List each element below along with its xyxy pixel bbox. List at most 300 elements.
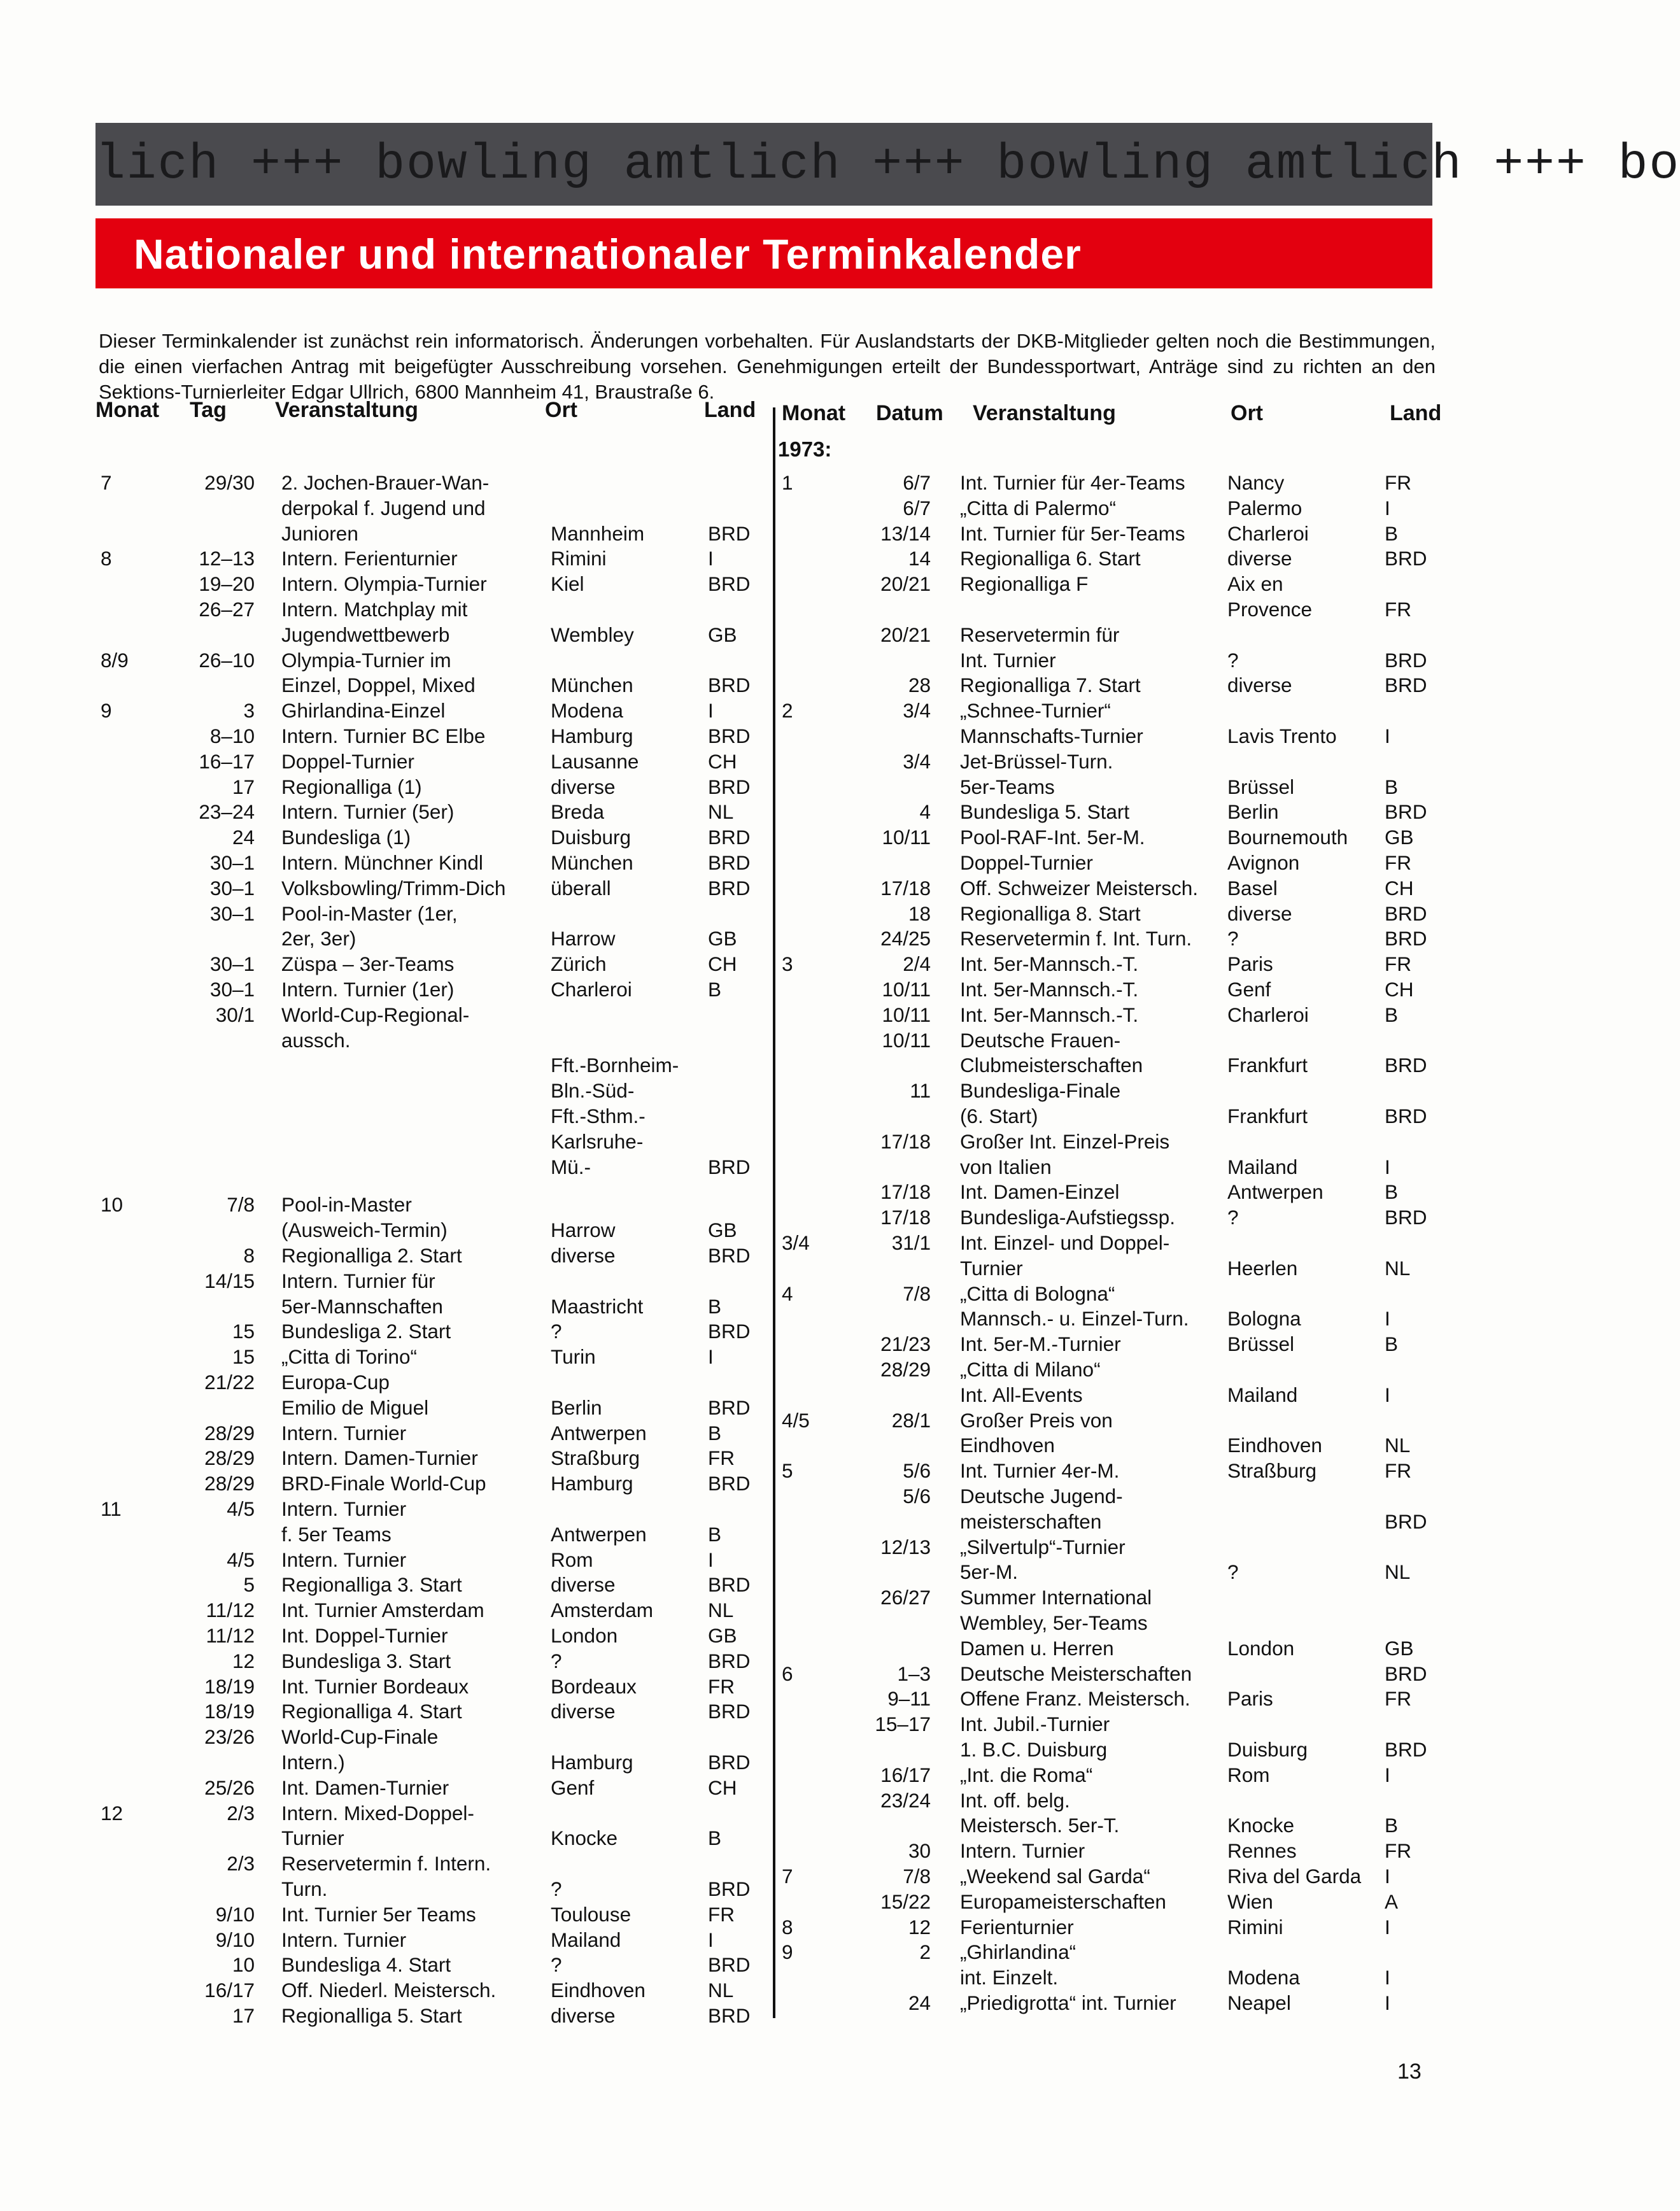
right-event-cell: von Italien [960,1155,1052,1178]
right-ort-cell: ? [1227,927,1239,950]
right-land-cell: NL [1385,1560,1411,1584]
left-event-cell: Intern.) [281,1750,345,1774]
left-land-cell: B [708,1294,722,1318]
right-event-cell: Ferienturnier [960,1915,1074,1939]
left-header-veranstaltung: Veranstaltung [275,398,418,422]
left-ort-cell: Hamburg [551,724,633,747]
left-tag-cell: 23/26 [204,1725,255,1749]
left-tag-cell: 26–10 [199,648,255,672]
right-event-cell: Int. Turnier für 4er-Teams [960,471,1185,494]
right-event-cell: 5er-M. [960,1560,1019,1584]
left-land-cell: B [708,1826,722,1850]
left-land-cell: I [708,547,714,570]
left-tag-cell: 3 [243,699,255,723]
left-tag-cell: 25/26 [204,1776,255,1799]
left-event-cell: Pool-in-Master (1er, [281,901,458,925]
right-ort-cell: Brüssel [1227,775,1295,798]
left-event-cell: Reservetermin f. Intern. [281,1852,491,1875]
left-land-cell: GB [708,1219,737,1242]
left-land-cell: FR [708,1902,735,1926]
left-ort-cell: Mü.- [551,1155,591,1178]
right-tag-cell: 12/13 [880,1535,931,1558]
left-tag-cell: 11/12 [206,1599,255,1622]
right-event-cell: meisterschaften [960,1509,1102,1533]
left-tag-cell: 30–1 [209,901,255,925]
left-ort-cell: München [551,851,633,874]
left-tag-cell: 12 [232,1649,255,1672]
right-ort-cell: Neapel [1227,1991,1291,2014]
right-ort-cell: Basel [1227,876,1278,900]
right-land-cell: B [1385,1003,1399,1026]
left-tag-cell: 16–17 [199,749,255,773]
left-ort-cell: Antwerpen [551,1421,647,1445]
left-ort-cell: ? [551,1877,562,1900]
left-event-cell: Züspa – 3er-Teams [281,952,455,976]
left-ort-cell: Charleroi [551,978,632,1001]
left-land-cell: B [708,978,722,1001]
right-event-cell: Deutsche Meisterschaften [960,1662,1192,1685]
left-event-cell: Turn. [281,1877,328,1900]
left-land-cell: I [708,1928,714,1951]
left-ort-cell: Rom [551,1548,593,1571]
right-event-cell: Eindhoven [960,1434,1055,1457]
left-event-cell: 5er-Mannschaften [281,1294,443,1318]
left-ort-cell: Antwerpen [551,1522,647,1546]
right-land-cell: GB [1385,1636,1414,1660]
right-event-cell: Deutsche Jugend- [960,1485,1123,1508]
right-event-cell: 5er-Teams [960,775,1055,798]
left-land-cell: BRD [708,1573,751,1597]
right-event-cell: „Priedigrotta“ int. Turnier [960,1991,1176,2014]
right-event-cell: Wembley, 5er-Teams [960,1611,1148,1634]
right-land-cell: BRD [1385,800,1427,824]
right-tag-cell: 17/18 [880,1129,931,1153]
left-land-cell: BRD [708,674,751,697]
year-label: 1973: [778,437,832,461]
right-tag-cell: 10/11 [882,826,931,849]
right-event-cell: 1. B.C. Duisburg [960,1738,1108,1761]
left-land-cell: BRD [708,1953,751,1977]
left-event-cell: Intern. Matchplay mit [281,598,468,621]
left-land-cell: BRD [708,521,751,545]
left-land-cell: BRD [708,1320,751,1343]
right-event-cell: (6. Start) [960,1105,1038,1127]
right-land-cell: BRD [1385,901,1427,925]
left-event-cell: Emilio de Miguel [281,1395,429,1419]
left-tag-cell: 18/19 [204,1700,255,1723]
left-monat-cell: 10 [101,1193,124,1217]
right-event-cell: Bundesliga-Aufstiegssp. [960,1206,1175,1229]
right-land-cell: B [1385,775,1399,798]
left-event-cell: Ghirlandina-Einzel [281,699,446,723]
right-event-cell: Int. Damen-Einzel [960,1180,1120,1204]
left-event-cell: Intern. Turnier (1er) [281,978,455,1001]
right-tag-cell: 2 [919,1940,931,1964]
right-tag-cell: 28/29 [880,1358,931,1381]
left-ort-cell: überall [551,876,611,900]
right-ort-cell: Straßburg [1227,1459,1317,1483]
left-land-cell: BRD [708,1243,751,1267]
right-land-cell: B [1385,1332,1399,1356]
left-tag-cell: 24 [232,826,255,849]
left-ort-cell: Kiel [551,572,584,596]
left-monat-cell: 7 [101,471,112,494]
right-ort-cell: Modena [1227,1966,1300,1989]
right-land-cell: CH [1385,978,1414,1001]
right-tag-cell: 18 [908,901,931,925]
left-tag-cell: 2/3 [227,1801,255,1825]
left-ort-cell: Eindhoven [551,1979,646,2002]
left-ort-cell: diverse [551,2003,616,2027]
right-ort-cell: Charleroi [1227,1003,1309,1026]
left-tag-cell: 17 [232,775,255,798]
intro-paragraph: Dieser Terminkalender ist zunächst rein informatorisch. Änderungen vorbehalten. Für Auslandstarts der DKB-Mitglieder gelten noch die Bestimmungen, die einen vierfachen Antrag mit beigefügter Ausschreibung vorsehen. Genehmigungen erteilt der Bundessportwart, Anträge sind zu richten an den Sektions-Turnierleiter Edgar Ullrich, 6800 Mannheim 41, Braustraße 6. [99,330,1436,403]
left-land-cell: BRD [708,826,751,849]
right-land-cell: I [1385,1763,1390,1786]
right-land-cell: I [1385,1307,1390,1331]
left-ort-cell: Toulouse [551,1902,632,1926]
left-event-cell: World-Cup-Finale [281,1725,439,1749]
left-ort-cell: Rimini [551,547,607,570]
left-event-cell: Einzel, Doppel, Mixed [281,674,476,697]
right-tag-cell: 21/23 [880,1332,931,1356]
right-ort-cell: Knocke [1227,1814,1295,1837]
left-tag-cell: 23–24 [199,800,255,824]
left-tag-cell: 9/10 [215,1928,255,1951]
right-tag-cell: 15/22 [880,1890,931,1913]
left-event-cell: Intern. Olympia-Turnier [281,572,487,596]
right-ort-cell: ? [1227,1206,1239,1229]
right-land-cell: BRD [1385,1509,1427,1533]
right-event-cell: Jet-Brüssel-Turn. [960,749,1113,773]
left-land-cell: BRD [708,724,751,747]
right-tag-cell: 3/4 [903,699,931,723]
left-ort-cell: Mannheim [551,521,645,545]
left-land-cell: BRD [708,2003,751,2027]
right-ort-cell: Paris [1227,952,1273,976]
left-monat-cell: 12 [101,1801,124,1825]
left-land-cell: NL [708,1599,734,1622]
right-land-cell: FR [1385,1839,1411,1863]
right-tag-cell: 10/11 [882,978,931,1001]
left-ort-cell: Duisburg [551,826,632,849]
right-tag-cell: 7/8 [903,1282,931,1305]
right-tag-cell: 31/1 [891,1231,931,1254]
left-event-cell: Doppel-Turnier [281,749,414,773]
left-tag-cell: 21/22 [204,1370,255,1394]
left-event-cell: Int. Damen-Turnier [281,1776,449,1799]
left-ort-cell: ? [551,1953,562,1977]
left-land-cell: NL [708,800,734,824]
right-event-cell: Clubmeisterschaften [960,1054,1143,1077]
left-land-cell: B [708,1421,722,1445]
left-land-cell: CH [708,952,737,976]
left-monat-cell: 8 [101,547,112,570]
right-monat-cell: 3/4 [782,1231,810,1254]
right-monat-cell: 9 [782,1940,793,1964]
left-ort-cell: Genf [551,1776,595,1799]
left-land-cell: GB [708,1623,737,1647]
left-header-land: Land [704,398,756,422]
right-tag-cell: 24 [908,1991,931,2014]
left-tag-cell: 2/3 [227,1852,255,1875]
right-land-cell: I [1385,1383,1390,1406]
right-land-cell: NL [1385,1256,1411,1280]
left-tag-cell: 19–20 [199,572,255,596]
page-number: 13 [1397,2059,1422,2084]
left-event-cell: (Ausweich-Termin) [281,1219,448,1242]
left-land-cell: I [708,1345,714,1369]
left-tag-cell: 11/12 [206,1623,255,1647]
left-event-cell: Jugendwettbewerb [281,623,450,646]
left-ort-cell: Wembley [551,623,634,646]
right-event-cell: Int. off. belg. [960,1788,1070,1812]
left-tag-cell: 28/29 [204,1446,255,1470]
left-event-cell: aussch. [281,1028,351,1052]
right-land-cell: FR [1385,1687,1411,1711]
right-ort-cell: Lavis Trento [1227,724,1337,747]
right-land-cell: I [1385,1991,1390,2014]
right-event-cell: Int. 5er-Mannsch.-T. [960,1003,1139,1026]
left-tag-cell: 8 [243,1243,255,1267]
left-tag-cell: 15 [232,1345,255,1369]
right-monat-cell: 6 [782,1662,793,1685]
column-divider [773,407,775,2018]
left-land-cell: I [708,699,714,723]
left-ort-cell: Amsterdam [551,1599,654,1622]
left-tag-cell: 4/5 [227,1548,255,1571]
left-event-cell: Intern. Turnier [281,1928,407,1951]
right-event-cell: Int. 5er-Mannsch.-T. [960,978,1139,1001]
right-ort-cell: Provence [1227,598,1313,621]
right-event-cell: Regionalliga 6. Start [960,547,1141,570]
right-event-cell: Europameisterschaften [960,1890,1166,1913]
page-title: Nationaler und internationaler Terminkalender [134,230,1082,278]
left-ort-cell: Harrow [551,927,616,950]
right-tag-cell: 10/11 [882,1003,931,1026]
title-banner [95,218,1432,288]
right-ort-cell: Frankfurt [1227,1105,1308,1127]
left-event-cell: f. 5er Teams [281,1522,392,1546]
right-tag-cell: 15–17 [875,1713,931,1736]
right-event-cell: Deutsche Frauen- [960,1028,1121,1052]
right-ort-cell: Berlin [1227,800,1279,824]
left-event-cell: Olympia-Turnier im [281,648,451,672]
right-land-cell: B [1385,1814,1399,1837]
right-tag-cell: 20/21 [880,572,931,596]
right-event-cell: „Int. die Roma“ [960,1763,1093,1786]
left-land-cell: BRD [708,775,751,798]
right-ort-cell: Frankfurt [1227,1054,1308,1077]
left-event-cell: Int. Doppel-Turnier [281,1623,448,1647]
right-ort-cell: Nancy [1227,471,1285,494]
left-ort-cell: Fft.-Bornheim- [551,1054,679,1077]
left-event-cell: Intern. Turnier BC Elbe [281,724,486,747]
left-tag-cell: 12–13 [199,547,255,570]
left-event-cell: BRD-Finale World-Cup [281,1472,486,1495]
left-ort-cell: Karlsruhe- [551,1129,644,1153]
left-event-cell: „Citta di Torino“ [281,1345,417,1369]
right-ort-cell: Charleroi [1227,521,1309,545]
left-event-cell: Int. Turnier Bordeaux [281,1674,469,1698]
left-tag-cell: 18/19 [204,1674,255,1698]
right-monat-cell: 7 [782,1865,793,1888]
left-header-tag: Tag [190,398,227,422]
right-land-cell: B [1385,1180,1399,1204]
right-land-cell: BRD [1385,1662,1427,1685]
right-tag-cell: 5/6 [903,1485,931,1508]
right-tag-cell: 10/11 [882,1028,931,1052]
right-tag-cell: 6/7 [903,496,931,519]
left-ort-cell: diverse [551,775,616,798]
left-ort-cell: London [551,1623,618,1647]
left-tag-cell: 28/29 [204,1421,255,1445]
right-event-cell: „Ghirlandina“ [960,1940,1076,1964]
right-land-cell: GB [1385,826,1414,849]
left-ort-cell: Harrow [551,1219,616,1242]
right-tag-cell: 28/1 [891,1408,931,1432]
right-ort-cell: Rimini [1227,1915,1283,1939]
left-event-cell: Regionalliga (1) [281,775,422,798]
left-ort-cell: Modena [551,699,623,723]
right-tag-cell: 30 [908,1839,931,1863]
left-monat-cell: 8/9 [101,648,129,672]
left-event-cell: Bundesliga 2. Start [281,1320,451,1343]
right-event-cell: Pool-RAF-Int. 5er-M. [960,826,1145,849]
right-ort-cell: Bournemouth [1227,826,1348,849]
left-tag-cell: 10 [232,1953,255,1977]
right-ort-cell: diverse [1227,674,1292,697]
left-tag-cell: 9/10 [215,1902,255,1926]
right-event-cell: Meistersch. 5er-T. [960,1814,1120,1837]
right-event-cell: Off. Schweizer Meistersch. [960,876,1199,900]
right-event-cell: Intern. Turnier [960,1839,1085,1863]
left-tag-cell: 14/15 [204,1269,255,1292]
left-event-cell: Pool-in-Master [281,1193,412,1217]
right-event-cell: int. Einzelt. [960,1966,1059,1989]
right-land-cell: A [1385,1890,1399,1913]
right-ort-cell: Paris [1227,1687,1273,1711]
right-tag-cell: 14 [908,547,931,570]
right-land-cell: BRD [1385,1105,1427,1127]
right-ort-cell: Avignon [1227,851,1300,874]
left-tag-cell: 16/17 [204,1979,255,2002]
left-tag-cell: 15 [232,1320,255,1343]
right-event-cell: Regionalliga 7. Start [960,674,1141,697]
left-land-cell: BRD [708,1395,751,1419]
left-ort-cell: ? [551,1649,562,1672]
left-land-cell: BRD [708,572,751,596]
right-tag-cell: 3/4 [903,749,931,773]
left-land-cell: I [708,1548,714,1571]
right-tag-cell: 7/8 [903,1865,931,1888]
right-header-monat: Monat [782,401,846,425]
right-header-datum: Datum [876,401,943,425]
left-ort-cell: Maastricht [551,1294,644,1318]
right-event-cell: „Citta di Palermo“ [960,496,1117,519]
left-tag-cell: 7/8 [227,1193,255,1217]
left-monat-cell: 11 [101,1497,122,1520]
left-land-cell: BRD [708,851,751,874]
right-event-cell: Turnier [960,1256,1023,1280]
right-land-cell: BRD [1385,1206,1427,1229]
left-land-cell: BRD [708,1700,751,1723]
left-event-cell: Volksbowling/Trimm-Dich [281,876,506,900]
right-ort-cell: Heerlen [1227,1256,1298,1280]
left-tag-cell: 30–1 [209,978,255,1001]
left-event-cell: Intern. Münchner Kindl [281,851,483,874]
right-tag-cell: 1–3 [897,1662,931,1685]
left-tag-cell: 30–1 [209,851,255,874]
left-land-cell: BRD [708,1649,751,1672]
left-land-cell: B [708,1522,722,1546]
right-tag-cell: 17/18 [880,1180,931,1204]
right-ort-cell: Wien [1227,1890,1273,1913]
left-event-cell: Intern. Damen-Turnier [281,1446,478,1470]
left-land-cell: FR [708,1446,735,1470]
right-land-cell: BRD [1385,1738,1427,1761]
left-event-cell: Bundesliga 3. Start [281,1649,451,1672]
right-event-cell: Großer Preis von [960,1408,1113,1432]
ticker-banner [95,123,1680,206]
right-event-cell: Int. Turnier [960,648,1056,672]
right-event-cell: Int. Einzel- und Doppel- [960,1231,1170,1254]
left-tag-cell: 29/30 [204,471,255,494]
right-event-cell: Bundesliga-Finale [960,1079,1121,1103]
left-event-cell: Intern. Turnier [281,1497,407,1520]
left-land-cell: GB [708,623,737,646]
right-monat-cell: 4/5 [782,1408,810,1432]
left-event-cell: Intern. Ferienturnier [281,547,458,570]
left-event-cell: Regionalliga 4. Start [281,1700,462,1723]
left-ort-cell: Fft.-Sthm.- [551,1105,646,1127]
left-event-cell: Bundesliga 4. Start [281,1953,451,1977]
left-ort-cell: Zürich [551,952,607,976]
right-land-cell: B [1385,521,1399,545]
left-tag-cell: 30–1 [209,952,255,976]
right-event-cell: Int. 5er-Mannsch.-T. [960,952,1139,976]
right-ort-cell: Bologna [1227,1307,1301,1331]
left-land-cell: FR [708,1674,735,1698]
right-land-cell: BRD [1385,674,1427,697]
right-ort-cell: Palermo [1227,496,1302,519]
right-ort-cell: Eindhoven [1227,1434,1322,1457]
right-event-cell: „Silvertulp“-Turnier [960,1535,1126,1558]
left-ort-cell: Turin [551,1345,596,1369]
right-event-cell: Reservetermin für [960,623,1120,646]
right-event-cell: Reservetermin f. Int. Turn. [960,927,1192,950]
right-land-cell: BRD [1385,927,1427,950]
right-land-cell: I [1385,1155,1390,1178]
right-ort-cell: Riva del Garda [1227,1865,1362,1888]
left-event-cell: Intern. Turnier (5er) [281,800,455,824]
right-land-cell: BRD [1385,648,1427,672]
right-tag-cell: 26/27 [880,1586,931,1609]
right-event-cell: Großer Int. Einzel-Preis [960,1129,1170,1153]
right-land-cell: I [1385,496,1390,519]
left-event-cell: World-Cup-Regional- [281,1003,470,1026]
right-land-cell: I [1385,1915,1390,1939]
left-event-cell: 2. Jochen-Brauer-Wan- [281,471,490,494]
left-event-cell: Turnier [281,1826,344,1850]
right-ort-cell: diverse [1227,547,1292,570]
right-ort-cell: Brüssel [1227,1332,1295,1356]
right-event-cell: „Citta di Bologna“ [960,1282,1115,1305]
left-event-cell: Regionalliga 5. Start [281,2003,462,2027]
right-event-cell: „Schnee-Turnier“ [960,699,1111,723]
right-header-veranstaltung: Veranstaltung [973,401,1116,425]
right-land-cell: FR [1385,851,1411,874]
